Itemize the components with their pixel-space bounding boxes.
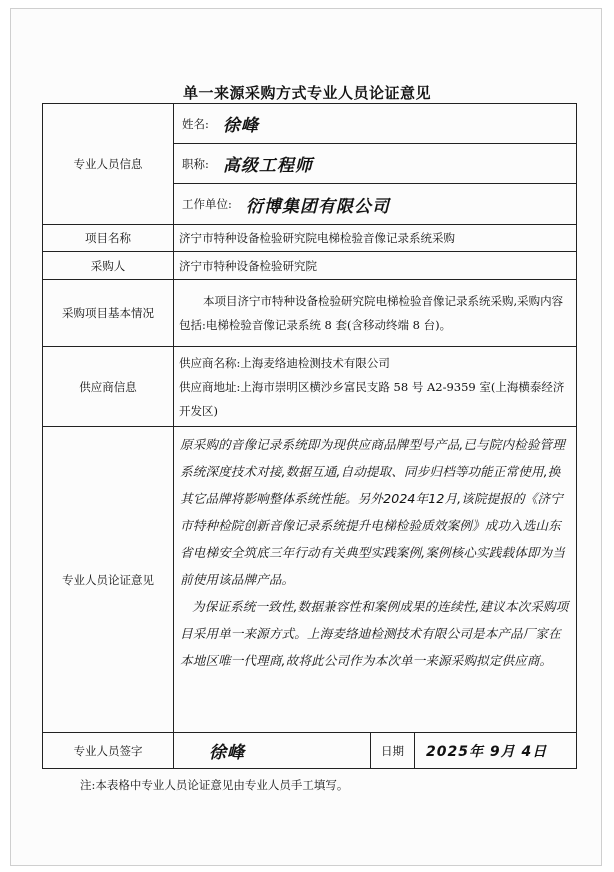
work-unit-row — [174, 184, 576, 224]
date-label: 日期 — [371, 733, 415, 769]
supplier-info-label: 供应商信息 — [43, 347, 174, 427]
project-name-value: 济宁市特种设备检验研究院电梯检验音像记录系统采购 — [174, 225, 577, 252]
opinion-paragraph-1: 原采购的音像记录系统即为现供应商品牌型号产品,已与院内检验管理系统深度技术对接,数据互通,自动提取、同步归档等功能正常使用,换其它品牌将影响整体系统性能。另外2024年12月,该院提报的《济宁市特种检院创新音像记录系统提升电梯检验质效案例》成功入选山东省电梯安全筑底三年行动有关典型实践案例,案例核心实践载体即为当前使用该品牌产品。 — [180, 437, 565, 587]
basic-info-text: 本项目济宁市特种设备检验研究院电梯检验音像记录系统采购,采购内容包括:电梯检验音像记录系统 8 套(含移动终端 8 台)。 — [174, 280, 577, 347]
signature-value: 徐峰 — [209, 743, 245, 763]
signature-label: 专业人员签字 — [43, 733, 174, 769]
name-row — [174, 104, 576, 144]
form-table — [42, 103, 577, 769]
opinion-label: 专业人员论证意见 — [43, 427, 174, 733]
work-unit-value: 衍博集团有限公司 — [245, 196, 390, 217]
job-title-row — [174, 144, 576, 184]
footnote: 注:本表格中专业人员论证意见由专业人员手工填写。 — [80, 778, 349, 792]
work-unit-label: 工作单位: — [182, 197, 232, 211]
page-title: 单一来源采购方式专业人员论证意见 — [182, 84, 431, 102]
date-value: 2025年 9月 4日 — [426, 743, 548, 760]
supplier-name: 供应商名称:上海麦络迪检测技术有限公司 — [179, 355, 390, 370]
basic-info-label: 采购项目基本情况 — [43, 280, 174, 347]
job-title-value: 高级工程师 — [222, 156, 313, 176]
opinion-paragraph-2: 为保证系统一致性,数据兼容性和案例成果的连续性,建议本次采购项目采用单一来源方式。上海麦络迪检测技术有限公司是本产品厂家在本地区唯一代理商,故将此公司作为本次单一来源采购拟定供应商。 — [180, 599, 569, 668]
purchaser-value: 济宁市特种设备检验研究院 — [174, 252, 577, 280]
name-label: 姓名: — [182, 116, 209, 131]
expert-info-label: 专业人员信息 — [43, 104, 174, 225]
project-name-label: 项目名称 — [43, 225, 174, 252]
supplier-address: 供应商地址:上海市崇明区横沙乡富民支路 58 号 A2-9359 室(上海横泰经济开发区) — [179, 379, 565, 418]
job-title-label: 职称: — [182, 156, 209, 171]
name-value: 徐峰 — [222, 116, 259, 136]
purchaser-label: 采购人 — [43, 252, 174, 280]
